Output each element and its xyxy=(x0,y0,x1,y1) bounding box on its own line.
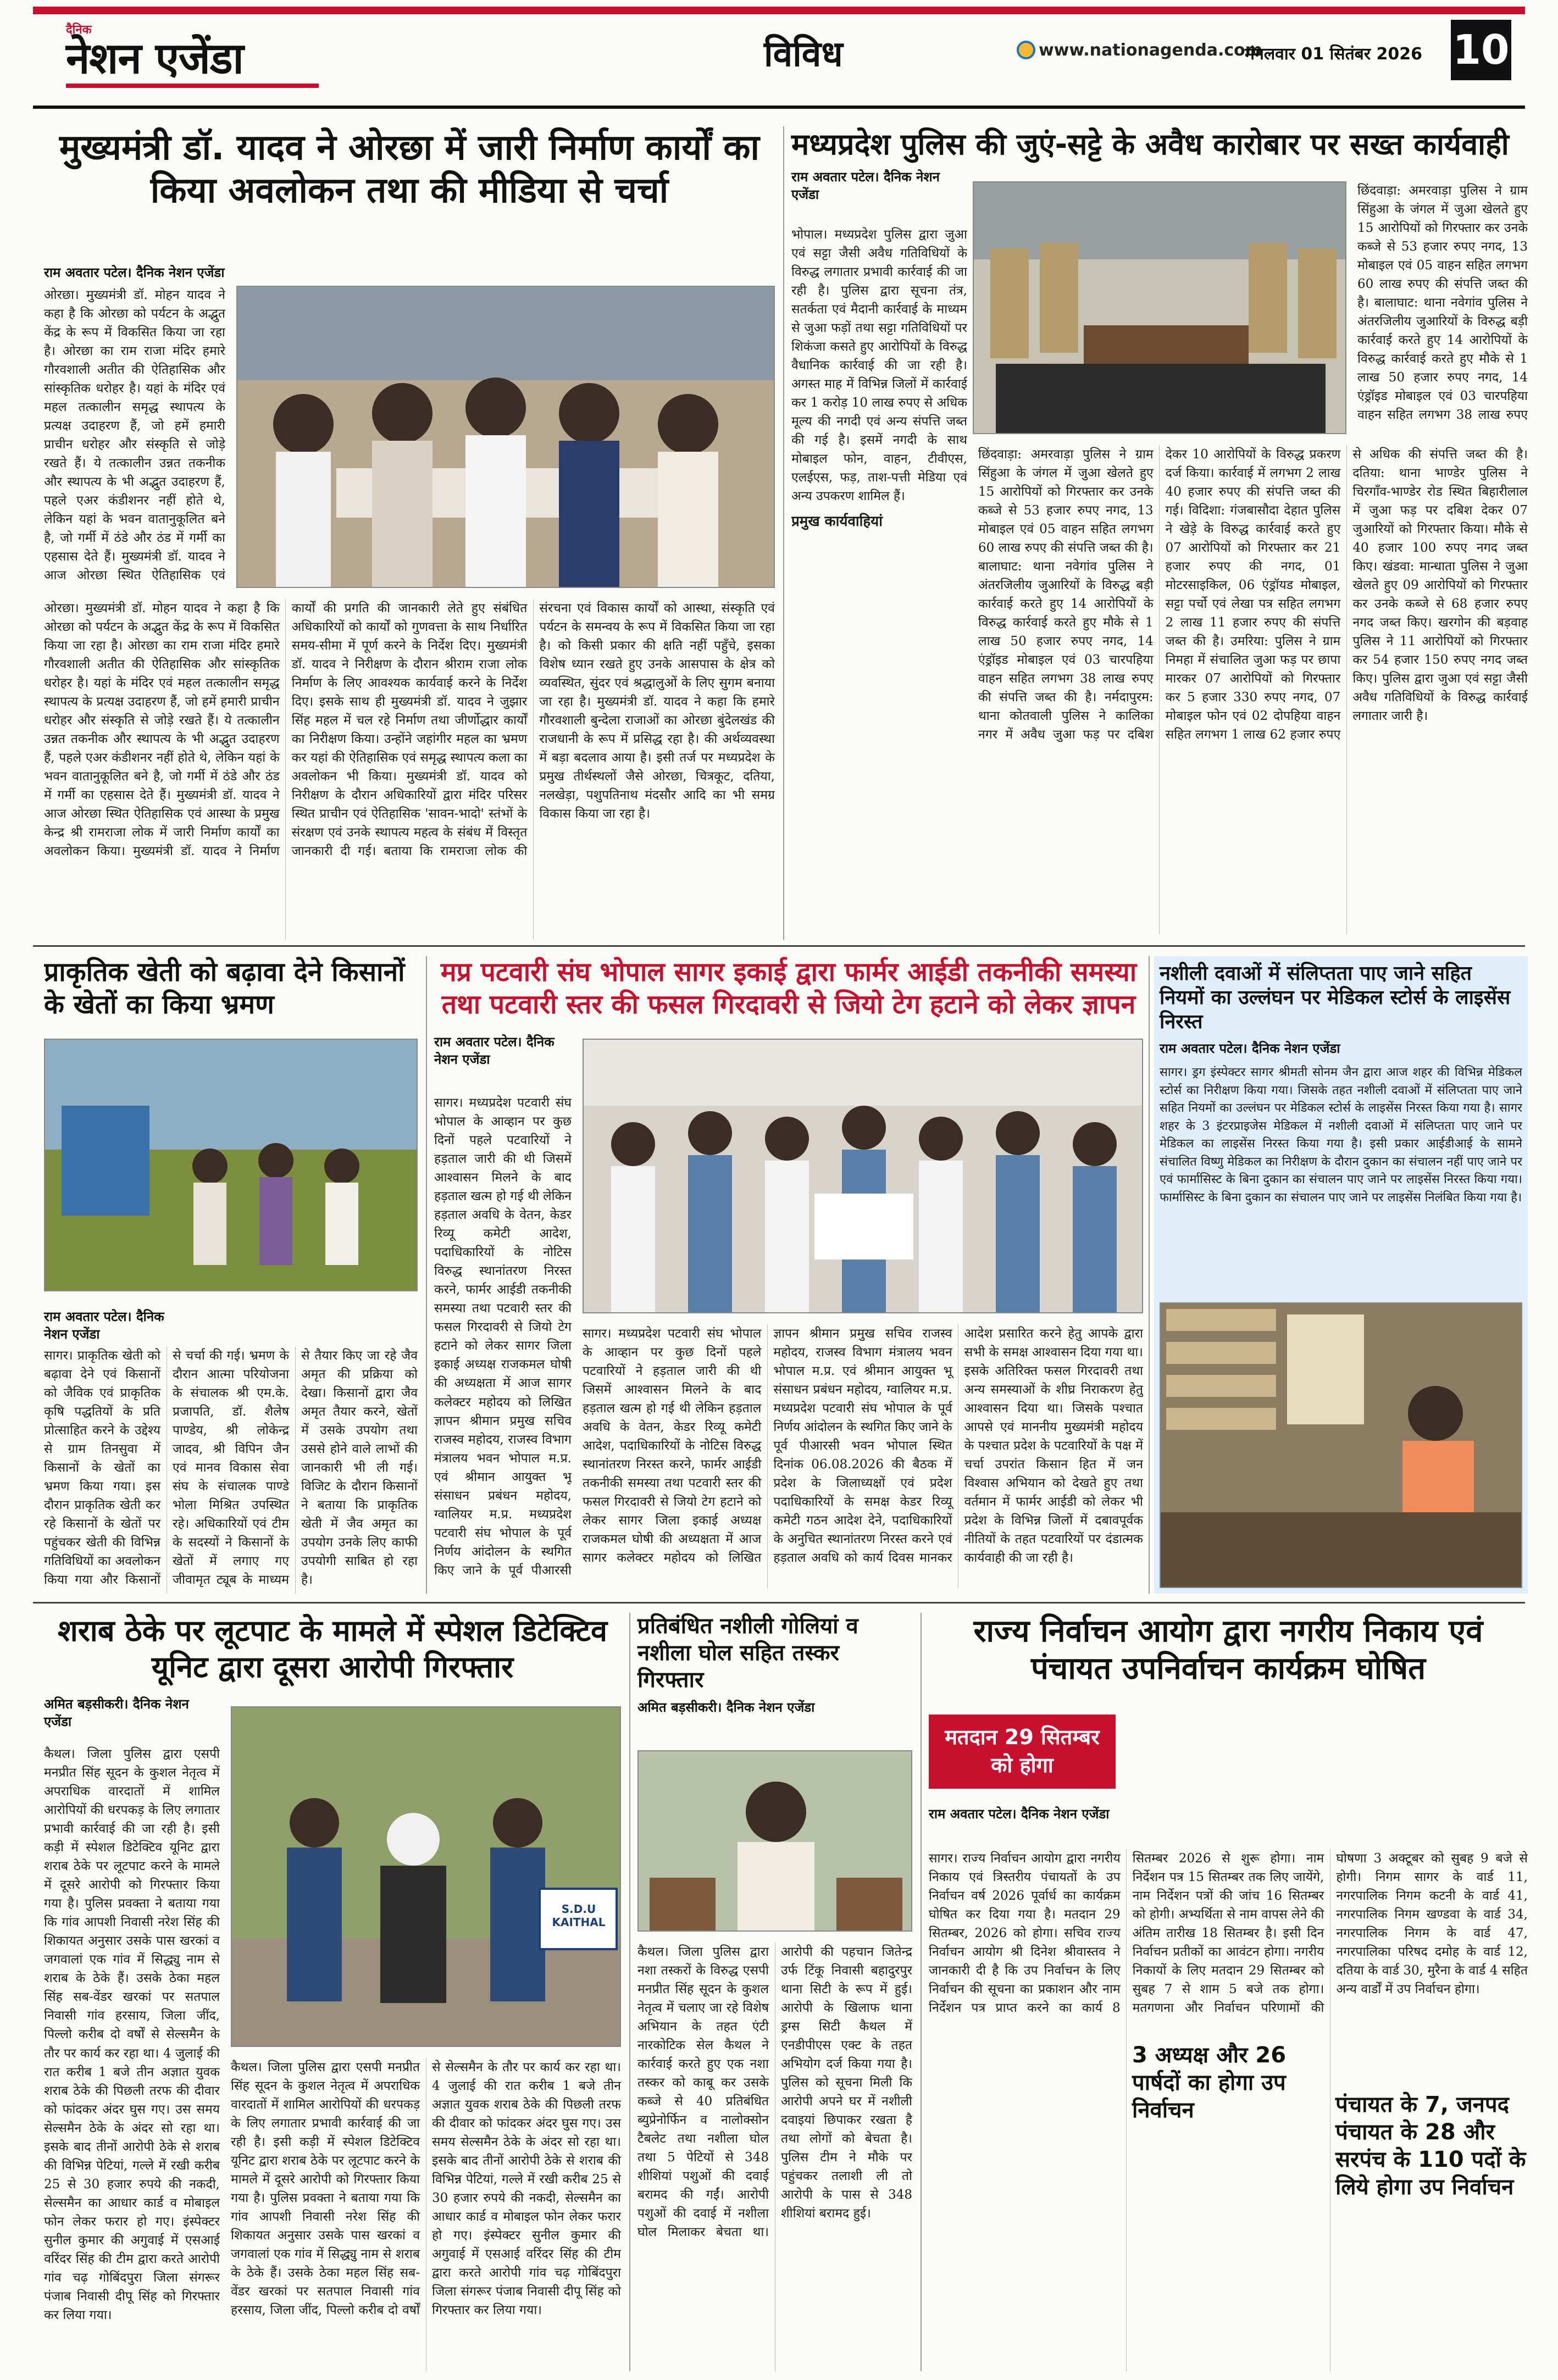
website-link[interactable]: www.nationagenda.com xyxy=(1039,41,1263,60)
story-headline: शराब ठेके पर लूटपाट के मामले में स्पेशल डिटेक्टिव यूनिट द्वारा दूसरा आरोपी गिरफ्तार xyxy=(57,1613,608,1684)
story-byline: राम अवतार पटेल। दैनिक नेशन एजेंडा xyxy=(44,265,225,280)
story-intro: भोपाल। मध्यप्रदेश पुलिस द्वारा जुआ एवं सट्टा जैसी अवैध गतिविधियों के विरुद्ध लगातार प्रभावी कार्रवाई की जा रही है। पुलिस द्वारा सूचना तंत्र, सतर्कता एवं मैदानी कार्रवाई के माध्यम से जुआ फड़ों तथा सट्टा गतिविधियों पर शिकंजा कसते हुए आरोपियों के विरुद्ध वैधानिक कार्रवाई की जा रही है। अगस्त माह में विभिन्न जिलों में कार्रवाई कर 1 करोड़ 10 लाख रुपए से अधिक मूल्य की नगदी एवं अन्य संपत्ति जब्त की गई है। इसमें नगदी के साथ मोबाइल फोन, वाहन, टीवीएस, एलईएस, फड़, ताश-पत्ती मेडिया एवं अन्य उपकरण शामिल हैं। xyxy=(791,228,967,504)
column-divider xyxy=(629,1613,630,2371)
pullquote-panchayat: पंचायत के 7, जनपद पंचायत के 28 और सरपंच के 110 पदों के लिये होगा उप निर्वाचन xyxy=(1335,2091,1528,2201)
column-divider xyxy=(783,126,784,940)
section-divider xyxy=(33,1602,1525,1604)
story-body-continued: सागर। मध्यप्रदेश पटवारी संघ भोपाल के आव्हान पर कुछ दिनों पहले पटवारियों ने हड़ताल जारी की थी जिसमें आश्वासन मिलने के बाद हड़ताल खत्म हो गई थी लेकिन हड़ताल अवधि के वेतन, केडर रिव्यू कमेटी आदेश, पदाधिकारियों के नोटिस विरुद्ध स्थानांतरण निरस्त करने, फार्मर आईडी तकनीकी समस्या तथा पटवारी स्तर की फसल गिरदावरी से जियो टेग हटाने को लेकर सागर जिला इकाई अध्यक्ष राजकमल घोषी की अध्यक्षता में आज सागर कलेक्टर महोदय को लिखित ज्ञापन श्रीमान प्रमुख सचिव राजस्व महोदय, राजस्व विभाग मंत्रालय भवन भोपाल म.प्र. एवं श्रीमान आयुक्त भू संसाधन प्रबंधन महोदय, ग्वालियर म.प्र. मध्यप्रदेश पटवारी संघ भोपाल के पूर्व निर्णय आंदोलन के स्थगित किए जाने के पूर्व पीआरसी भवन भोपाल स्थित दिनांक 06.08.2026 की बैठक में प्रदेश के जिलाध्यक्षों एवं प्रदेश पदाधिकारियों के समक्ष केडर रिव्यू कमेटी गठन आदेश देने, पदाधिकारियों के अनुचित स्थानांतरण निरस्त करने एवं हड़ताल अवधि को कार्य दिवस मानकर आदेश प्रसारित करने हेतु आपके द्वारा सभी के समक्ष आश्वासन दिया गया था। इसके अतिरिक्त फसल गिरदावरी तथा अन्य समस्याओं के शीघ्र निराकरण हेतु आश्वासन दिया था। जिसके पश्चात आपसे एवं माननीय मुख्यमंत्री महोदय के पश्चात प्रदेश के पटवारियों के पक्ष में चर्चा उपरांत किसान हित में जन विश्वास अभियान को देखते हुए तथा वर्तमान में फार्मर आईडी को लेकर भी प्रदेश के विभिन्न जिलों में दबावपूर्वक नीतियों के तहत पटवारियों पर दंडात्मक कार्यवाही की जा रही है। xyxy=(583,1327,1143,1566)
masthead-rule xyxy=(33,106,1525,109)
story-headline: नशीली दवाओं में संलिप्तता पाए जाने सहित नियमों का उल्लंघन पर मेडिकल स्टोर्स के लाइसेंस निरस्त xyxy=(1160,962,1511,1033)
story-headline: प्राकृतिक खेती को बढ़ावा देने किसानों के खेतों का किया भ्रमण xyxy=(44,957,405,1020)
story-liquor-robbery xyxy=(44,1613,621,2371)
masthead-top-bar xyxy=(33,7,1525,14)
story-narcotics xyxy=(637,1613,912,2371)
story-patwari xyxy=(434,956,1143,1594)
cm-inspection-photo xyxy=(236,286,775,588)
newspaper-logo: नेशन एजेंडा xyxy=(66,34,243,84)
photo-illustration xyxy=(232,1707,621,2047)
story-subhead: प्रमुख कार्यवाहियां xyxy=(791,513,883,530)
farm-visit-photo xyxy=(44,1039,418,1291)
section-label: विविध xyxy=(764,34,843,75)
smuggler-photo xyxy=(637,1750,912,1932)
logo-underline xyxy=(66,84,319,88)
story-body: कैथल। जिला पुलिस द्वारा नशा तस्करों के विरुद्ध एसपी मनप्रीत सिंह सूदन के कुशल नेतृत्व में चलाए जा रहे विशेष अभियान के तहत एंटी नारकोटिक सेल कैथल ने कार्रवाई करते हुए एक नशा तस्कर को काबू कर उसके कब्जे से 40 प्रतिबंधित ब्युप्रेनोर्फिन व नालोक्सोन टैबलेट तथा नशीला घोल तथा 5 पेटियों से 348 शीशियां पशुओं की दवाई बरामद की गईं। आरोपी पशुओं की दवाई में नशीला घोल मिलाकर बेचता था। आरोपी की पहचान जितेन्द्र उर्फ टिंकू निवासी बहादुरपुर थाना सिटी के रूप में हुई। आरोपी के खिलाफ थाना ड्रग्स सिटी कैथल में एनडीपीएस एक्ट के तहत अभियोग दर्ज किया गया है। पुलिस को सूचना मिली कि आरोपी अपने घर में नशीली दवाइयां छिपाकर रखता है तथा लोगों को बेचता है। पुलिस टीम ने मौके पर पहुंचकर तलाशी ली तो आरोपी के पास से 348 शीशियां बरामद हुई। xyxy=(637,1945,912,2240)
logo-tagline: दैनिक xyxy=(66,23,92,37)
story-headline: प्रतिबंधित नशीली गोलियां व नशीला घोल सहित तस्कर गिरफ्तार xyxy=(637,1613,858,1693)
story-byline: राम अवतार पटेल। दैनिक नेशन एजेंडा xyxy=(434,1034,555,1068)
story-orchha xyxy=(44,126,775,940)
photo-illustration xyxy=(639,1751,912,1932)
story-headline: राज्य निर्वाचन आयोग द्वारा नगरीय निकाय एवं पंचायत उपनिर्वाचन कार्यक्रम घोषित xyxy=(973,1613,1483,1687)
story-byline: राम अवतार पटेल। दैनिक नेशन एजेंडा xyxy=(44,1309,164,1342)
story-byline: राम अवतार पटेल। दैनिक नेशन एजेंडा xyxy=(929,1806,1110,1822)
story-body-right-column xyxy=(1357,181,1528,440)
column-divider xyxy=(1149,956,1150,1594)
column-divider xyxy=(426,956,427,1594)
photo-illustration xyxy=(237,287,775,588)
photo-illustration xyxy=(1161,1303,1522,1588)
page-number: 10 xyxy=(1451,20,1511,80)
story-body-continued: छिंदवाड़ा: अमरवाड़ा पुलिस ने ग्राम सिंहुआ के जंगल में जुआ खेलते हुए 15 आरोपियों को गिरफ्तार कर उनके कब्जे से 53 हजार रुपए नगद, 13 मोबाइल एवं 05 वाहन सहित लगभग 60 लाख रुपए की संपत्ति जब्त की है। बालाघाट: थाना नवेगांव पुलिस ने अंतरजिलीय जुआरियों के विरुद्ध बड़ी कार्रवाई करते हुए 14 आरोपियों के विरुद्ध कार्रवाई करते हुए मौके से 1 लाख 50 हजार रुपए नगद, 14 एंड्रॉइड मोबाइल एवं 03 चारपहिया वाहन सहित लगभग 38 लाख रुपए की संपत्ति जब्त की है। नर्मदापुरम: थाना कोतवाली पुलिस ने कालिका नगर में अवैध जुआ फड़ पर दबिश देकर 10 आरोपियों के विरुद्ध प्रकरण दर्ज किया। कार्रवाई में लगभग 2 लाख 40 हजार रुपए की संपत्ति जब्त की गई। विदिशा: गंजबासौदा देहात पुलिस ने खेड़े के विरुद्ध कार्रवाई करते हुए 07 आरोपियों को गिरफ्तार कर 21 हजार रुपए की नगद, 01 मोटरसाइकिल, 06 एंड्रॉयड मोबाइल, सट्टा पर्चो एवं लेखा पत्र सहित लगभग 2 लाख 11 हजार रुपए की संपत्ति जब्त की है। उमरिया: पुलिस ने ग्राम निमहा में संचालित जुआ फड़ पर छापा मारकर 07 आरोपियों को गिरफ्तार कर 5 हजार 330 रुपए नगद, 07 मोबाइल फोन एवं 02 दोपहिया वाहन सहित लगभग 1 लाख 62 हजार रुपए से अधिक की संपत्ति जब्त की है। दतिया: थाना भाण्डेर पुलिस ने चिरगाँव-भाण्डेर रोड स्थित बिहारीलाल में जुआ फड़ पर दबिश देकर 07 जुआरियों को गिरफ्तार किया। मौके से 40 हजार 100 रुपए नगद जब्त किए। खंडवा: मान्धाता पुलिस ने जुआ खेलते हुए 09 आरोपियों को गिरफ्तार कर उनके कब्जे से 68 हजार रुपए नगद जब्त किए। खरगोन की बड़वाह पुलिस ने 11 आरोपियों को गिरफ्तार कर 54 हजार 150 रुपए नगद जब्त किए। पुलिस द्वारा जुआ एवं सट्टा जैसी अवैध गतिविधियों के विरुद्ध कार्रवाई लगातार जारी है। xyxy=(978,447,1528,742)
photo-illustration xyxy=(45,1040,418,1291)
pullquote-president-councillor: 3 अध्यक्ष और 26 पार्षदों का होगा उप निर्वाचन xyxy=(1132,2041,1319,2124)
story-body: सागर। राज्य निर्वाचन आयोग द्वारा नगरीय निकाय एवं त्रिस्तरीय पंचायतों के उप निर्वाचन वर्ष 2026 पूर्वार्ध का कार्यक्रम घोषित कर दिया गया है। मतदान 29 सितम्बर, 2026 को होगा। सचिव राज्य निर्वाचन आयोग श्री दिनेश श्रीवास्तव ने जानकारी दी है कि उप निर्वाचन के लिए निर्वाचन की सूचना का प्रकाशन और नाम निर्देशन पत्र प्राप्त करने का कार्य 8 सितम्बर 2026 से शुरू होगा। नाम निर्देशन पत्र 15 सितम्बर तक लिए जायेंगे, नाम निर्देशन पत्रों की जांच 16 सितम्बर को होगी। अभ्यर्थिता से नाम वापस लेने की अंतिम तारीख 18 सितम्बर है। इसी दिन निर्वाचन प्रतीकों का आवंटन होगा। नगरीय निकायों के लिए मतदान 29 सितम्बर को सुबह 7 से शाम 5 बजे तक होगा। मतगणना और निर्वाचन परिणामों की घोषणा 3 अक्टूबर को सुबह 9 बजे से होगी। निगम सागर के वार्ड 11, नगरपालिक निगम कटनी के वार्ड 41, नगरपालिक निगम खण्डवा के वार्ड 34, नगरपालिक निगम के वार्ड 47, नगरपालिका परिषद दमोह के वार्ड 12, दतिया के वार्ड 30, मुरैना के वार्ड 4 सहित अन्य वार्डों में उप निर्वाचन होगा। xyxy=(929,1851,1528,2016)
story-byline: अमित बड़सीकरी। दैनिक नेशन एजेंडा xyxy=(44,1696,189,1730)
story-medical-license xyxy=(1160,962,1522,1594)
story-natural-farming xyxy=(44,956,418,1594)
story-byline: राम अवतार पटेल। दैनिक नेशन एजेंडा xyxy=(1160,1040,1340,1056)
issue-date: मंगलवार 01 सितंबर 2026 xyxy=(1245,45,1423,64)
story-body-left-column xyxy=(44,286,225,593)
story-gambling xyxy=(791,126,1528,940)
story-body-continued: कैथल। जिला पुलिस द्वारा एसपी मनप्रीत सिंह सूदन के कुशल नेतृत्व में अपराधिक वारदातों में शामिल आरोपियों की धरपकड़ के लिए लगातार प्रभावी कार्रवाई की जा रही है। इसी कड़ी में स्पेशल डिटेक्टिव यूनिट द्वारा शराब ठेके पर लूटपाट करने के मामले में दूसरे आरोपी को गिरफ्तार किया गया है। पुलिस प्रवक्ता ने बताया गया कि गांव आपशी निवासी नरेश सिंह की शिकायत अनुसार उसके पास खरकां व जगवालां एक गांव में सिद्ध्यु नाम से शराब के ठेके हैं। उसके ठेका महल सिंह सब-वेंडर खरकां पर सतपाल निवासी गांव हरसाय, जिला जींद, पिल्लो करीब दो वर्षों से सेल्समैन के तौर पर कार्य कर रहा था। 4 जुलाई की रात करीब 1 बजे तीन अज्ञात युवक शराब ठेके की पिछली तरफ की दीवार को फांदकर अंदर घुस गए। उस समय सेल्समैन ठेके के अंदर सो रहा था। इसके बाद तीनों आरोपी ठेके से शराब की विभिन्न पेटियां, गल्ले में रखी करीब 25 से 30 हजार रुपये की नकदी, सेल्समैन का आधार कार्ड व मोबाइल फोन लेकर फरार हो गए। इंस्पेक्टर सुनील कुमार की अगुवाई में एसआई वरिंदर सिंह की टीम द्वारा करते आरोपी गांव चढ़ गोबिंदपुरा जिला संगरूर पंजाब निवासी दीपू सिंह को गिरफ्तार कर लिया गया। xyxy=(231,2060,621,2318)
story-body xyxy=(791,225,967,934)
story-body-lead: ओरछा। मुख्यमंत्री डॉ. मोहन यादव ने कहा है कि ओरछा को पर्यटन के अद्भुत केंद्र के रूप में विकसित किया जा रहा है। ओरछा का राम राजा मंदिर हमारे गौरवशाली अतीत की ऐतिहासिक और सांस्कृतिक धरोहर है। यहां के मंदिर एवं महल तत्कालीन समृद्ध स्थापत्य के प्रत्यक्ष उदाहरण हैं, जो हमें हमारी प्राचीन धरोहर और संस्कृति से जोड़े रखते हैं। ये तत्कालीन उन्नत तकनीक और स्थापत्य के भी अद्भुत उदाहरण हैं, पहले एअर कंडीशनर नहीं होते थे, लेकिन यहां के भवन वातानुकूलित बने है, जो गर्मी में ठंडे और ठंड में गर्मी का एहसास देते हैं। मुख्यमंत्री डॉ. यादव ने आज ओरछा स्थित ऐतिहासिक एवं xyxy=(44,288,225,583)
story-headline: मुख्यमंत्री डॉ. यादव ने ओरछा में जारी निर्माण कार्यों का किया अवलोकन तथा की मीडिया से चर्चा xyxy=(59,127,759,212)
story-headline: मध्यप्रदेश पुलिस की जुएं-सट्टे के अवैध कारोबार पर सख्त कार्यवाही xyxy=(791,127,1509,162)
story-body: ओरछा। मुख्यमंत्री डॉ. मोहन यादव ने कहा है कि ओरछा को पर्यटन के अद्भुत केंद्र के रूप में विकसित किया जा रहा है। ओरछा का राम राजा मंदिर हमारे गौरवशाली अतीत की ऐतिहासिक और सांस्कृतिक धरोहर है। यहां के मंदिर एवं महल तत्कालीन समृद्ध स्थापत्य के प्रत्यक्ष उदाहरण हैं, जो हमें हमारी प्राचीन धरोहर और संस्कृति से जोड़े रखते हैं। ये तत्कालीन उन्नत तकनीक और स्थापत्य के भी अद्भुत उदाहरण हैं, पहले एअर कंडीशनर नहीं होते थे, लेकिन यहां के भवन वातानुकूलित बने है, जो गर्मी में ठंडे और ठंड में गर्मी का एहसास देते हैं। मुख्यमंत्री डॉ. यादव ने आज ओरछा स्थित ऐतिहासिक एवं आस्था के प्रमुख केन्द्र श्री रामराजा लोक में जारी निर्माण कार्यों का अवलोकन किया। मुख्यमंत्री डॉ. यादव ने निर्माण कार्यों की प्रगति की जानकारी लेते हुए संबंधित अधिकारियों को कार्यों को गुणवत्ता के साथ निर्धारित समय-सीमा में पूर्ण करने के निर्देश दिए। मुख्यमंत्री डॉ. यादव ने निरीक्षण के दौरान श्रीराम राजा लोक निर्माण के लिए आवश्यक कार्यवाई करने के निर्देश दिए। इसके साथ ही मुख्यमंत्री डॉ. यादव ने जुझार सिंह महल में चल रहे निर्माण तथा जीर्णोद्धार कार्यों का निरीक्षण किया। उन्होंने जहांगीर महल का भ्रमण कर यहां की ऐतिहासिक एवं समृद्ध स्थापत्य कला का अवलोकन भी किया। मुख्यमंत्री डॉ. यादव को निरीक्षण के दौरान अधिकारियों द्वारा मंदिर परिसर स्थित प्राचीन एवं ऐतिहासिक 'सावन-भादो' स्तंभों के संरक्षण एवं उनके स्थापत्य महत्व के संबंध में विस्तृत जानकारी दी गई। बताया कि रामराजा लोक की संरचना एवं विकास कार्यों को आस्था, संस्कृति एवं पर्यटन के समन्वय के रूप में विकसित किया जा रहा है। को किसी प्रकार की क्षति नहीं पहुँचे, इसका विशेष ध्यान रखते हुए उनके आसपास के क्षेत्र को व्यवस्थित, सुंदर एवं श्रद्धालुओं के लिए सुगम बनाया जा रहा है। मुख्यमंत्री डॉ. यादव ने कहा कि हमारे गौरवशाली बुन्देला राजाओं का ओरछा बुंदेलखंड की राजधानी के रूप में प्रसिद्ध रहा है। की अर्थव्यवस्था में बड़ा बदलाव आया है। इसी तर्ज पर मध्यप्रदेश के प्रमुख तीर्थस्थलों जैसे ओरछा, चित्रकूट, दतिया, नलखेड़ा, पशुपतिनाथ मंदसौर आदि का भी समग्र विकास किया जा रहा है। xyxy=(44,601,775,859)
section-divider xyxy=(33,945,1525,947)
story-body-tail: छिंदवाड़ा: अमरवाड़ा पुलिस ने ग्राम सिंहुआ के जंगल में जुआ खेलते हुए 15 आरोपियों को गिरफ्तार कर उनके कब्जे से 53 हजार रुपए नगद, 13 मोबाइल एवं 05 वाहन सहित लगभग 60 लाख रुपए की संपत्ति जब्त की है। बालाघाट: थाना नवेगांव पुलिस ने अंतरजिलीय जुआरियों के विरुद्ध बड़ी कार्रवाई करते हुए 14 आरोपियों के विरुद्ध कार्रवाई करते हुए मौके से 1 लाख 50 हजार रुपए नगद, 14 एंड्रॉइड मोबाइल एवं 03 चारपहिया वाहन सहित लगभग 38 लाख रुपए xyxy=(1357,184,1528,423)
medical-store-photo xyxy=(1160,1302,1522,1588)
photo-illustration xyxy=(974,182,1346,434)
story-body: सागर। ड्रग इंस्पेक्टर सागर श्रीमती सोनम जैन द्वारा आज शहर की विभिन्न मेडिकल स्टोर्स का निरीक्षण किया गया। जिसके तहत नशीली दवाओं में संलिप्तता पाए जाने सहित नियमों का उल्लंघन पर मेडिकल स्टोर्स के लाइसेंस निरस्त किया गया है। सागर शहर के 3 इंटरप्राइजेस मेडिकल में नशीली दवाओं में संलिप्तता पाए जाने पर मेडिकल का लाइसेंस निरस्त किया गया है। इसी प्रकार आईडीआई के सामने संचालित विष्णु मेडिकल का निरीक्षण के दौरान दुकान का संचालन नहीं पाए जाने पर एवं फार्मासिस्ट के बिना दुकान का संचालन पाए जाने पर लाइसेंस निरस्त किया गया। फार्मासिस्ट के बिना दुकान का संचालन पाए जाने पर लाइसेंस निलंबित किया गया है। xyxy=(1160,1066,1522,1205)
globe-icon xyxy=(1017,41,1035,59)
photo-illustration xyxy=(584,1040,1143,1313)
story-election xyxy=(929,1613,1528,2371)
story-byline: अमित बड़सीकरी। दैनिक नेशन एजेंडा xyxy=(637,1700,815,1716)
story-headline: मप्र पटवारी संघ भोपाल सागर इकाई द्वारा फार्मर आईडी तकनीकी समस्या तथा पटवारी स्तर की फसल गिरदावरी से जियो टेग हटाने को लेकर ज्ञापन xyxy=(440,957,1137,1020)
arrest-photo xyxy=(231,1706,621,2047)
story-body: सागर। मध्यप्रदेश पटवारी संघ भोपाल के आव्हान पर कुछ दिनों पहले पटवारियों ने हड़ताल जारी की थी जिसमें आश्वासन मिलने के बाद हड़ताल खत्म हो गई थी लेकिन हड़ताल अवधि के वेतन, केडर रिव्यू कमेटी आदेश, पदाधिकारियों के नोटिस विरुद्ध स्थानांतरण निरस्त करने, फार्मर आईडी तकनीकी समस्या तथा पटवारी स्तर की फसल गिरदावरी से जियो टेग हटाने को लेकर सागर जिला इकाई अध्यक्ष राजकमल घोषी की अध्यक्षता में आज सागर कलेक्टर महोदय को लिखित ज्ञापन श्रीमान प्रमुख सचिव राजस्व महोदय, राजस्व विभाग मंत्रालय भवन भोपाल म.प्र. एवं श्रीमान आयुक्त भू संसाधन प्रबंधन महोदय, ग्वालियर म.प्र. मध्यप्रदेश पटवारी संघ भोपाल के पूर्व निर्णय आंदोलन के स्थगित किए जाने के पूर्व पीआरसी xyxy=(434,1096,572,1578)
police-seizure-photo xyxy=(973,181,1346,434)
story-byline: राम अवतार पटेल। दैनिक नेशन एजेंडा xyxy=(791,169,940,203)
sdu-sign-text: S.D.U KAITHAL xyxy=(552,1902,606,1929)
story-body: सागर। प्राकृतिक खेती को बढ़ावा देने एवं किसानों को जैविक एवं प्राकृतिक कृषि पद्धतियों के प्रति प्रोत्साहित करने के उद्देश्य से ग्राम तिनसुवा में किसानों के खेतों का भ्रमण किया गया। इस दौरान प्राकृतिक खेती कर रहे किसानों के खेतों पर पहुंचकर खेती की विभिन्न गतिविधियों का अवलोकन किया गया और किसानों से चर्चा की गई। भ्रमण के दौरान आत्मा परियोजना के संचालक श्री एम.के. प्रजापति, डॉ. शैलेष पाण्डेय, श्री लोकेन्द्र जादव, श्री विपिन जैन एवं मानव विकास सेवा संघ के संचालक पाण्डे भोला मिश्रित उपस्थित रहे। अधिकारियों एवं टीम के सदस्यों ने किसानों के खेतों में लगाए गए जीवामृत ट्यूब के माध्यम से तैयार किए जा रहे जैव अमृत की प्रक्रिया को देखा। किसानों द्वारा जैव अमृत तैयार करने, खेतों में उसके उपयोग तथा उससे होने वाले लाभों की जानकारी भी ली गई। विजिट के दौरान किसानों ने बताया कि प्राकृतिक खेती में जैव अमृत का उपयोग उनके लिए काफी उपयोगी साबित हो रहा है। xyxy=(44,1349,418,1588)
column-divider xyxy=(921,1613,922,2371)
polling-date-badge: मतदान 29 सितम्बर को होगा xyxy=(929,1715,1116,1789)
story-body: कैथल। जिला पुलिस द्वारा एसपी मनप्रीत सिंह सूदन के कुशल नेतृत्व में अपराधिक वारदातों में शामिल आरोपियों की धरपकड़ के लिए लगातार प्रभावी कार्रवाई की जा रही है। इसी कड़ी में स्पेशल डिटेक्टिव यूनिट द्वारा शराब ठेके पर लूटपाट करने के मामले में दूसरे आरोपी को गिरफ्तार किया गया है। पुलिस प्रवक्ता ने बताया गया कि गांव आपशी निवासी नरेश सिंह की शिकायत अनुसार उसके पास खरकां व जगवालां एक गांव में सिद्ध्यु नाम से शराब के ठेके हैं। उसके ठेका महल सिंह सब-वेंडर खरकां पर सतपाल निवासी गांव हरसाय, जिला जींद, पिल्लो करीब दो वर्षों से सेल्समैन के तौर पर कार्य कर रहा था। 4 जुलाई की रात करीब 1 बजे तीन अज्ञात युवक शराब ठेके की पिछली तरफ की दीवार को फांदकर अंदर घुस गए। उस समय सेल्समैन ठेके के अंदर सो रहा था। इसके बाद तीनों आरोपी ठेके से शराब की विभिन्न पेटियां, गल्ले में रखी करीब 25 से 30 हजार रुपये की नकदी, सेल्समैन का आधार कार्ड व मोबाइल फोन लेकर फरार हो गए। इंस्पेक्टर सुनील कुमार की अगुवाई में एसआई वरिंदर सिंह की टीम द्वारा करते आरोपी गांव चढ़ गोबिंदपुरा जिला संगरूर पंजाब निवासी दीपू सिंह को गिरफ्तार कर लिया गया। xyxy=(44,1747,220,2322)
memorandum-photo xyxy=(583,1039,1143,1313)
masthead xyxy=(33,7,1525,119)
